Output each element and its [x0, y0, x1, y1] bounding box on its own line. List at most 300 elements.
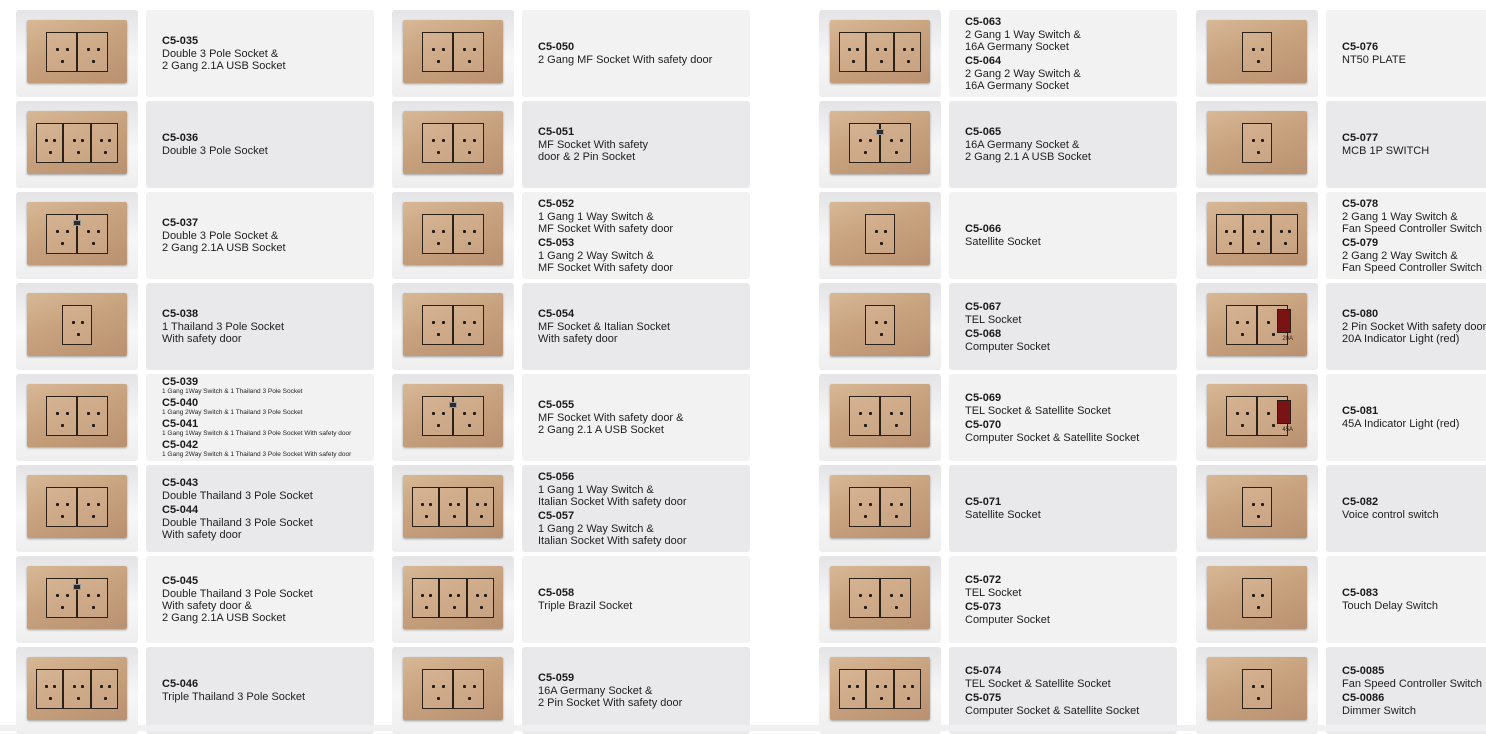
socket-pin [900, 139, 903, 142]
socket-pin [864, 424, 867, 427]
product-thumbnail [16, 647, 138, 734]
socket-pin [73, 139, 76, 142]
switch-plate-image [830, 475, 930, 538]
socket-pin [425, 606, 428, 609]
product-thumbnail [16, 556, 138, 643]
product-thumbnail [819, 556, 941, 643]
product-description: 2 Gang 2 Way Switch & 16A Germany Socket [965, 67, 1081, 92]
product-entry [162, 398, 366, 417]
product-entry [538, 672, 742, 709]
product-entry [162, 35, 366, 72]
socket-pin [1253, 230, 1256, 233]
socket-module [467, 578, 494, 618]
socket-module [77, 578, 108, 618]
product-code: C5-042 [162, 438, 199, 451]
socket-pin [449, 503, 452, 506]
socket-pin [1261, 503, 1264, 506]
socket-module [849, 396, 880, 436]
socket-module [865, 214, 895, 254]
socket-pin [884, 230, 887, 233]
product-code: C5-066 [965, 223, 1002, 235]
socket-pin [1252, 139, 1255, 142]
socket-pin [87, 412, 90, 415]
product-entry [965, 496, 1169, 521]
socket-pin [859, 503, 862, 506]
product-thumbnail [1196, 192, 1318, 279]
socket-pin [880, 60, 883, 63]
product-entry [538, 126, 742, 163]
product-entry [965, 601, 1169, 626]
product-entry [1342, 308, 1486, 345]
product-description: Double Thailand 3 Pole Socket With safety door [162, 516, 313, 541]
socket-pin [859, 594, 862, 597]
socket-pin [442, 321, 445, 324]
socket-pin [77, 333, 80, 336]
socket-pin [61, 242, 64, 245]
socket-pin [442, 412, 445, 415]
product-code: C5-040 [162, 396, 199, 409]
switch-plate-image [830, 566, 930, 629]
product-entry [162, 477, 366, 502]
socket-module [865, 305, 895, 345]
socket-module [46, 32, 77, 72]
socket-module [1242, 123, 1272, 163]
socket-pin [97, 48, 100, 51]
socket-module [849, 578, 880, 618]
product-description: Touch Delay Switch [1342, 600, 1438, 612]
socket-module [1242, 669, 1272, 709]
product-thumbnail [1196, 10, 1318, 97]
socket-pin [108, 139, 111, 142]
socket-module [839, 669, 866, 709]
product-description: 45A Indicator Light (red) [1342, 418, 1460, 430]
socket-pin [66, 594, 69, 597]
product-thumbnail [16, 192, 138, 279]
product-thumbnail [16, 101, 138, 188]
socket-module [36, 669, 63, 709]
product-description: 1 Thailand 3 Pole Socket With safety door [162, 321, 285, 345]
socket-pin [421, 503, 424, 506]
product-entry [965, 392, 1169, 417]
socket-pin [1236, 321, 1239, 324]
socket-pin [1257, 697, 1260, 700]
product-description: MCB 1P SWITCH [1342, 145, 1430, 157]
socket-pin [880, 242, 883, 245]
switch-plate-image [1207, 657, 1307, 720]
product-description-card [949, 647, 1177, 734]
product-entry [538, 399, 742, 436]
socket-pin [421, 594, 424, 597]
socket-pin [1246, 321, 1249, 324]
switch-plate-image [830, 111, 930, 174]
product-entry [1342, 665, 1486, 690]
product-description-card [949, 192, 1177, 279]
product-entry [162, 217, 366, 254]
socket-pin [49, 151, 52, 154]
socket-pin [1257, 606, 1260, 609]
socket-pin [1229, 242, 1232, 245]
product-description: 1 Gang 1 Way Switch & Italian Socket With safety door [538, 483, 687, 508]
socket-pin [890, 412, 893, 415]
product-description: 2 Gang 1 Way Switch & Fan Speed Controller Switch [1342, 210, 1483, 235]
socket-pin [1261, 139, 1264, 142]
socket-pin [476, 594, 479, 597]
socket-pin [859, 412, 862, 415]
socket-pin [895, 424, 898, 427]
socket-pin [463, 321, 466, 324]
socket-module [453, 396, 484, 436]
socket-pin [884, 321, 887, 324]
product-description: Double Thailand 3 Pole Socket [162, 489, 313, 502]
socket-pin [53, 685, 56, 688]
product-description: 1 Gang 1Way Switch & 1 Thailand 3 Pole Socket [162, 387, 303, 395]
product-description: 2 Gang 2 Way Switch & Fan Speed Controller Switch [1342, 249, 1483, 274]
product-entry [162, 678, 366, 703]
product-code: C5-043 [162, 476, 199, 489]
socket-pin [869, 594, 872, 597]
product-description: Triple Brazil Socket [538, 600, 633, 612]
socket-pin [66, 412, 69, 415]
socket-pin [437, 333, 440, 336]
socket-pin [1257, 515, 1260, 518]
product-entry [538, 587, 742, 612]
product-code: C5-039 [162, 375, 199, 388]
switch-plate-image [1207, 475, 1307, 538]
socket-pin [432, 321, 435, 324]
socket-module [849, 487, 880, 527]
socket-pin [1261, 230, 1264, 233]
product-thumbnail [1196, 374, 1318, 461]
product-description: Double 3 Pole Socket [162, 145, 268, 157]
socket-module [412, 578, 439, 618]
plate-rating-label: 20A [1282, 336, 1293, 342]
product-description-card [1326, 465, 1486, 552]
usb-port-icon [73, 220, 81, 226]
socket-pin [880, 697, 883, 700]
product-code: C5-050 [538, 41, 575, 53]
socket-module [839, 32, 866, 72]
socket-pin [468, 697, 471, 700]
product-code: C5-044 [162, 503, 199, 516]
socket-pin [56, 594, 59, 597]
socket-pin [876, 48, 879, 51]
socket-pin [1236, 412, 1239, 415]
socket-pin [852, 697, 855, 700]
product-entry [965, 126, 1169, 163]
product-entry [162, 440, 366, 459]
socket-pin [100, 139, 103, 142]
socket-module [422, 32, 453, 72]
switch-plate-image [27, 20, 127, 83]
socket-module [467, 487, 494, 527]
product-description-card [522, 101, 750, 188]
red-indicator-light [1277, 309, 1291, 333]
product-description-card [949, 556, 1177, 643]
product-entry [1342, 41, 1486, 66]
socket-module [453, 214, 484, 254]
socket-pin [880, 333, 883, 336]
socket-module [880, 123, 911, 163]
product-code: C5-046 [162, 678, 199, 690]
socket-pin [1241, 424, 1244, 427]
product-code: C5-0086 [1342, 691, 1385, 704]
socket-pin [1241, 333, 1244, 336]
product-thumbnail [392, 465, 514, 552]
product-description: MF Socket With safety door & 2 Pin Socket [538, 139, 649, 163]
socket-pin [87, 503, 90, 506]
socket-pin [104, 151, 107, 154]
socket-module [77, 32, 108, 72]
usb-port-icon [73, 584, 81, 590]
product-thumbnail [392, 283, 514, 370]
socket-pin [53, 139, 56, 142]
switch-plate-image [27, 293, 127, 356]
socket-module [880, 578, 911, 618]
product-code: C5-068 [965, 327, 1002, 340]
socket-pin [468, 333, 471, 336]
socket-pin [859, 139, 862, 142]
switch-plate-image [403, 293, 503, 356]
socket-pin [432, 685, 435, 688]
socket-pin [45, 685, 48, 688]
product-description: 1 Gang 2Way Switch & 1 Thailand 3 Pole Socket [162, 408, 303, 416]
socket-pin [848, 48, 851, 51]
socket-pin [97, 230, 100, 233]
product-code: C5-079 [1342, 236, 1379, 249]
socket-module [422, 305, 453, 345]
socket-pin [848, 685, 851, 688]
product-thumbnail [16, 10, 138, 97]
product-description: TEL Socket [965, 586, 1022, 599]
socket-pin [56, 48, 59, 51]
product-entry [538, 237, 742, 274]
product-description-card [1326, 283, 1486, 370]
product-thumbnail [392, 647, 514, 734]
product-description-card [949, 283, 1177, 370]
socket-pin [66, 48, 69, 51]
socket-pin [92, 242, 95, 245]
product-description: 2 Gang 1 Way Switch & 16A Germany Socket [965, 28, 1081, 53]
product-thumbnail [1196, 556, 1318, 643]
product-entry [965, 328, 1169, 353]
socket-module [36, 123, 63, 163]
product-description-card [522, 556, 750, 643]
product-thumbnail [1196, 465, 1318, 552]
product-entry [965, 419, 1169, 444]
socket-module [439, 487, 466, 527]
socket-pin [61, 60, 64, 63]
socket-pin [457, 503, 460, 506]
socket-pin [1252, 503, 1255, 506]
product-description: TEL Socket & Satellite Socket [965, 677, 1111, 690]
socket-pin [463, 412, 466, 415]
socket-pin [484, 594, 487, 597]
socket-pin [903, 48, 906, 51]
product-description-card [522, 647, 750, 734]
product-code: C5-045 [162, 575, 199, 587]
product-thumbnail [819, 647, 941, 734]
product-thumbnail [16, 465, 138, 552]
socket-pin [56, 230, 59, 233]
product-description: 16A Germany Socket & 2 Gang 2.1 A USB Socket [965, 139, 1091, 163]
product-code: C5-082 [1342, 496, 1379, 508]
product-entry [1342, 132, 1486, 157]
socket-pin [1246, 412, 1249, 415]
usb-port-icon [449, 402, 457, 408]
switch-plate-image [27, 475, 127, 538]
product-code: C5-057 [538, 509, 575, 522]
switch-plate-image [27, 111, 127, 174]
socket-pin [884, 685, 887, 688]
socket-pin [77, 697, 80, 700]
product-description-card [522, 283, 750, 370]
product-thumbnail [1196, 647, 1318, 734]
socket-pin [463, 685, 466, 688]
socket-pin [895, 151, 898, 154]
socket-pin [1252, 594, 1255, 597]
product-description: Computer Socket & Satellite Socket [965, 704, 1140, 717]
switch-plate-image [1207, 566, 1307, 629]
socket-pin [61, 424, 64, 427]
product-entry [538, 308, 742, 345]
socket-pin [890, 503, 893, 506]
product-entry [1342, 587, 1486, 612]
socket-pin [480, 606, 483, 609]
socket-pin [852, 60, 855, 63]
product-code: C5-041 [162, 417, 199, 430]
socket-pin [425, 515, 428, 518]
product-description: Double 3 Pole Socket & 2 Gang 2.1A USB Socket [162, 230, 286, 254]
socket-pin [432, 139, 435, 142]
socket-pin [100, 685, 103, 688]
socket-pin [437, 242, 440, 245]
product-thumbnail [1196, 283, 1318, 370]
product-code: C5-071 [965, 496, 1002, 508]
socket-pin [911, 48, 914, 51]
product-code: C5-073 [965, 600, 1002, 613]
product-code: C5-075 [965, 691, 1002, 704]
socket-module [453, 32, 484, 72]
socket-pin [81, 321, 84, 324]
socket-module [880, 396, 911, 436]
socket-pin [92, 606, 95, 609]
socket-pin [876, 685, 879, 688]
socket-pin [875, 321, 878, 324]
socket-module [894, 32, 921, 72]
switch-plate-image [830, 657, 930, 720]
socket-pin [900, 503, 903, 506]
product-code: C5-053 [538, 236, 575, 249]
product-description: Satellite Socket [965, 236, 1041, 248]
socket-pin [1225, 230, 1228, 233]
red-indicator-light [1277, 400, 1291, 424]
switch-plate-image [27, 657, 127, 720]
switch-plate-image [403, 384, 503, 447]
socket-pin [81, 139, 84, 142]
socket-pin [473, 48, 476, 51]
switch-plate-image [830, 293, 930, 356]
socket-pin [87, 230, 90, 233]
socket-pin [108, 685, 111, 688]
product-entry [965, 16, 1169, 53]
product-code: C5-056 [538, 470, 575, 483]
product-thumbnail [819, 465, 941, 552]
product-code: C5-078 [1342, 197, 1379, 210]
switch-plate-image [403, 202, 503, 265]
product-entry [162, 132, 366, 157]
product-code: C5-058 [538, 587, 575, 599]
product-description: Fan Speed Controller Switch [1342, 677, 1483, 690]
socket-module [453, 305, 484, 345]
socket-pin [1257, 60, 1260, 63]
socket-pin [72, 321, 75, 324]
socket-module [453, 123, 484, 163]
socket-pin [432, 48, 435, 51]
product-code: C5-064 [965, 54, 1002, 67]
product-description: Double 3 Pole Socket & 2 Gang 2.1A USB Socket [162, 48, 286, 72]
socket-pin [864, 606, 867, 609]
socket-pin [429, 503, 432, 506]
product-description-card [146, 647, 374, 734]
socket-pin [890, 139, 893, 142]
socket-pin [907, 60, 910, 63]
product-thumbnail [16, 283, 138, 370]
socket-pin [73, 685, 76, 688]
product-code: C5-051 [538, 126, 575, 138]
switch-plate-image [1207, 293, 1307, 356]
product-entry [1342, 237, 1486, 274]
socket-pin [449, 594, 452, 597]
product-thumbnail [392, 10, 514, 97]
socket-module [77, 487, 108, 527]
socket-pin [463, 230, 466, 233]
product-code: C5-038 [162, 308, 199, 320]
product-description: Computer Socket [965, 340, 1050, 353]
product-description-card [146, 101, 374, 188]
product-code: C5-054 [538, 308, 575, 320]
product-description-card [522, 10, 750, 97]
product-entry [162, 419, 366, 438]
product-description-card [522, 465, 750, 552]
socket-pin [476, 503, 479, 506]
socket-pin [77, 151, 80, 154]
socket-pin [884, 48, 887, 51]
product-entry [538, 510, 742, 547]
switch-plate-image [27, 202, 127, 265]
socket-pin [49, 697, 52, 700]
usb-port-icon [876, 129, 884, 135]
product-description-card [1326, 647, 1486, 734]
socket-pin [900, 594, 903, 597]
socket-pin [457, 594, 460, 597]
product-entry [965, 301, 1169, 326]
socket-module [77, 396, 108, 436]
product-description-card [1326, 374, 1486, 461]
product-code: C5-076 [1342, 41, 1379, 53]
switch-plate-image [1207, 384, 1307, 447]
socket-pin [92, 60, 95, 63]
socket-module [91, 123, 118, 163]
socket-module [1242, 578, 1272, 618]
socket-pin [869, 503, 872, 506]
socket-pin [1257, 151, 1260, 154]
product-description: 16A Germany Socket & 2 Pin Socket With safety door [538, 685, 683, 709]
socket-pin [432, 412, 435, 415]
plate-rating-label: 45A [1282, 427, 1293, 433]
product-description-card [146, 192, 374, 279]
product-entry [538, 198, 742, 235]
product-thumbnail [392, 192, 514, 279]
